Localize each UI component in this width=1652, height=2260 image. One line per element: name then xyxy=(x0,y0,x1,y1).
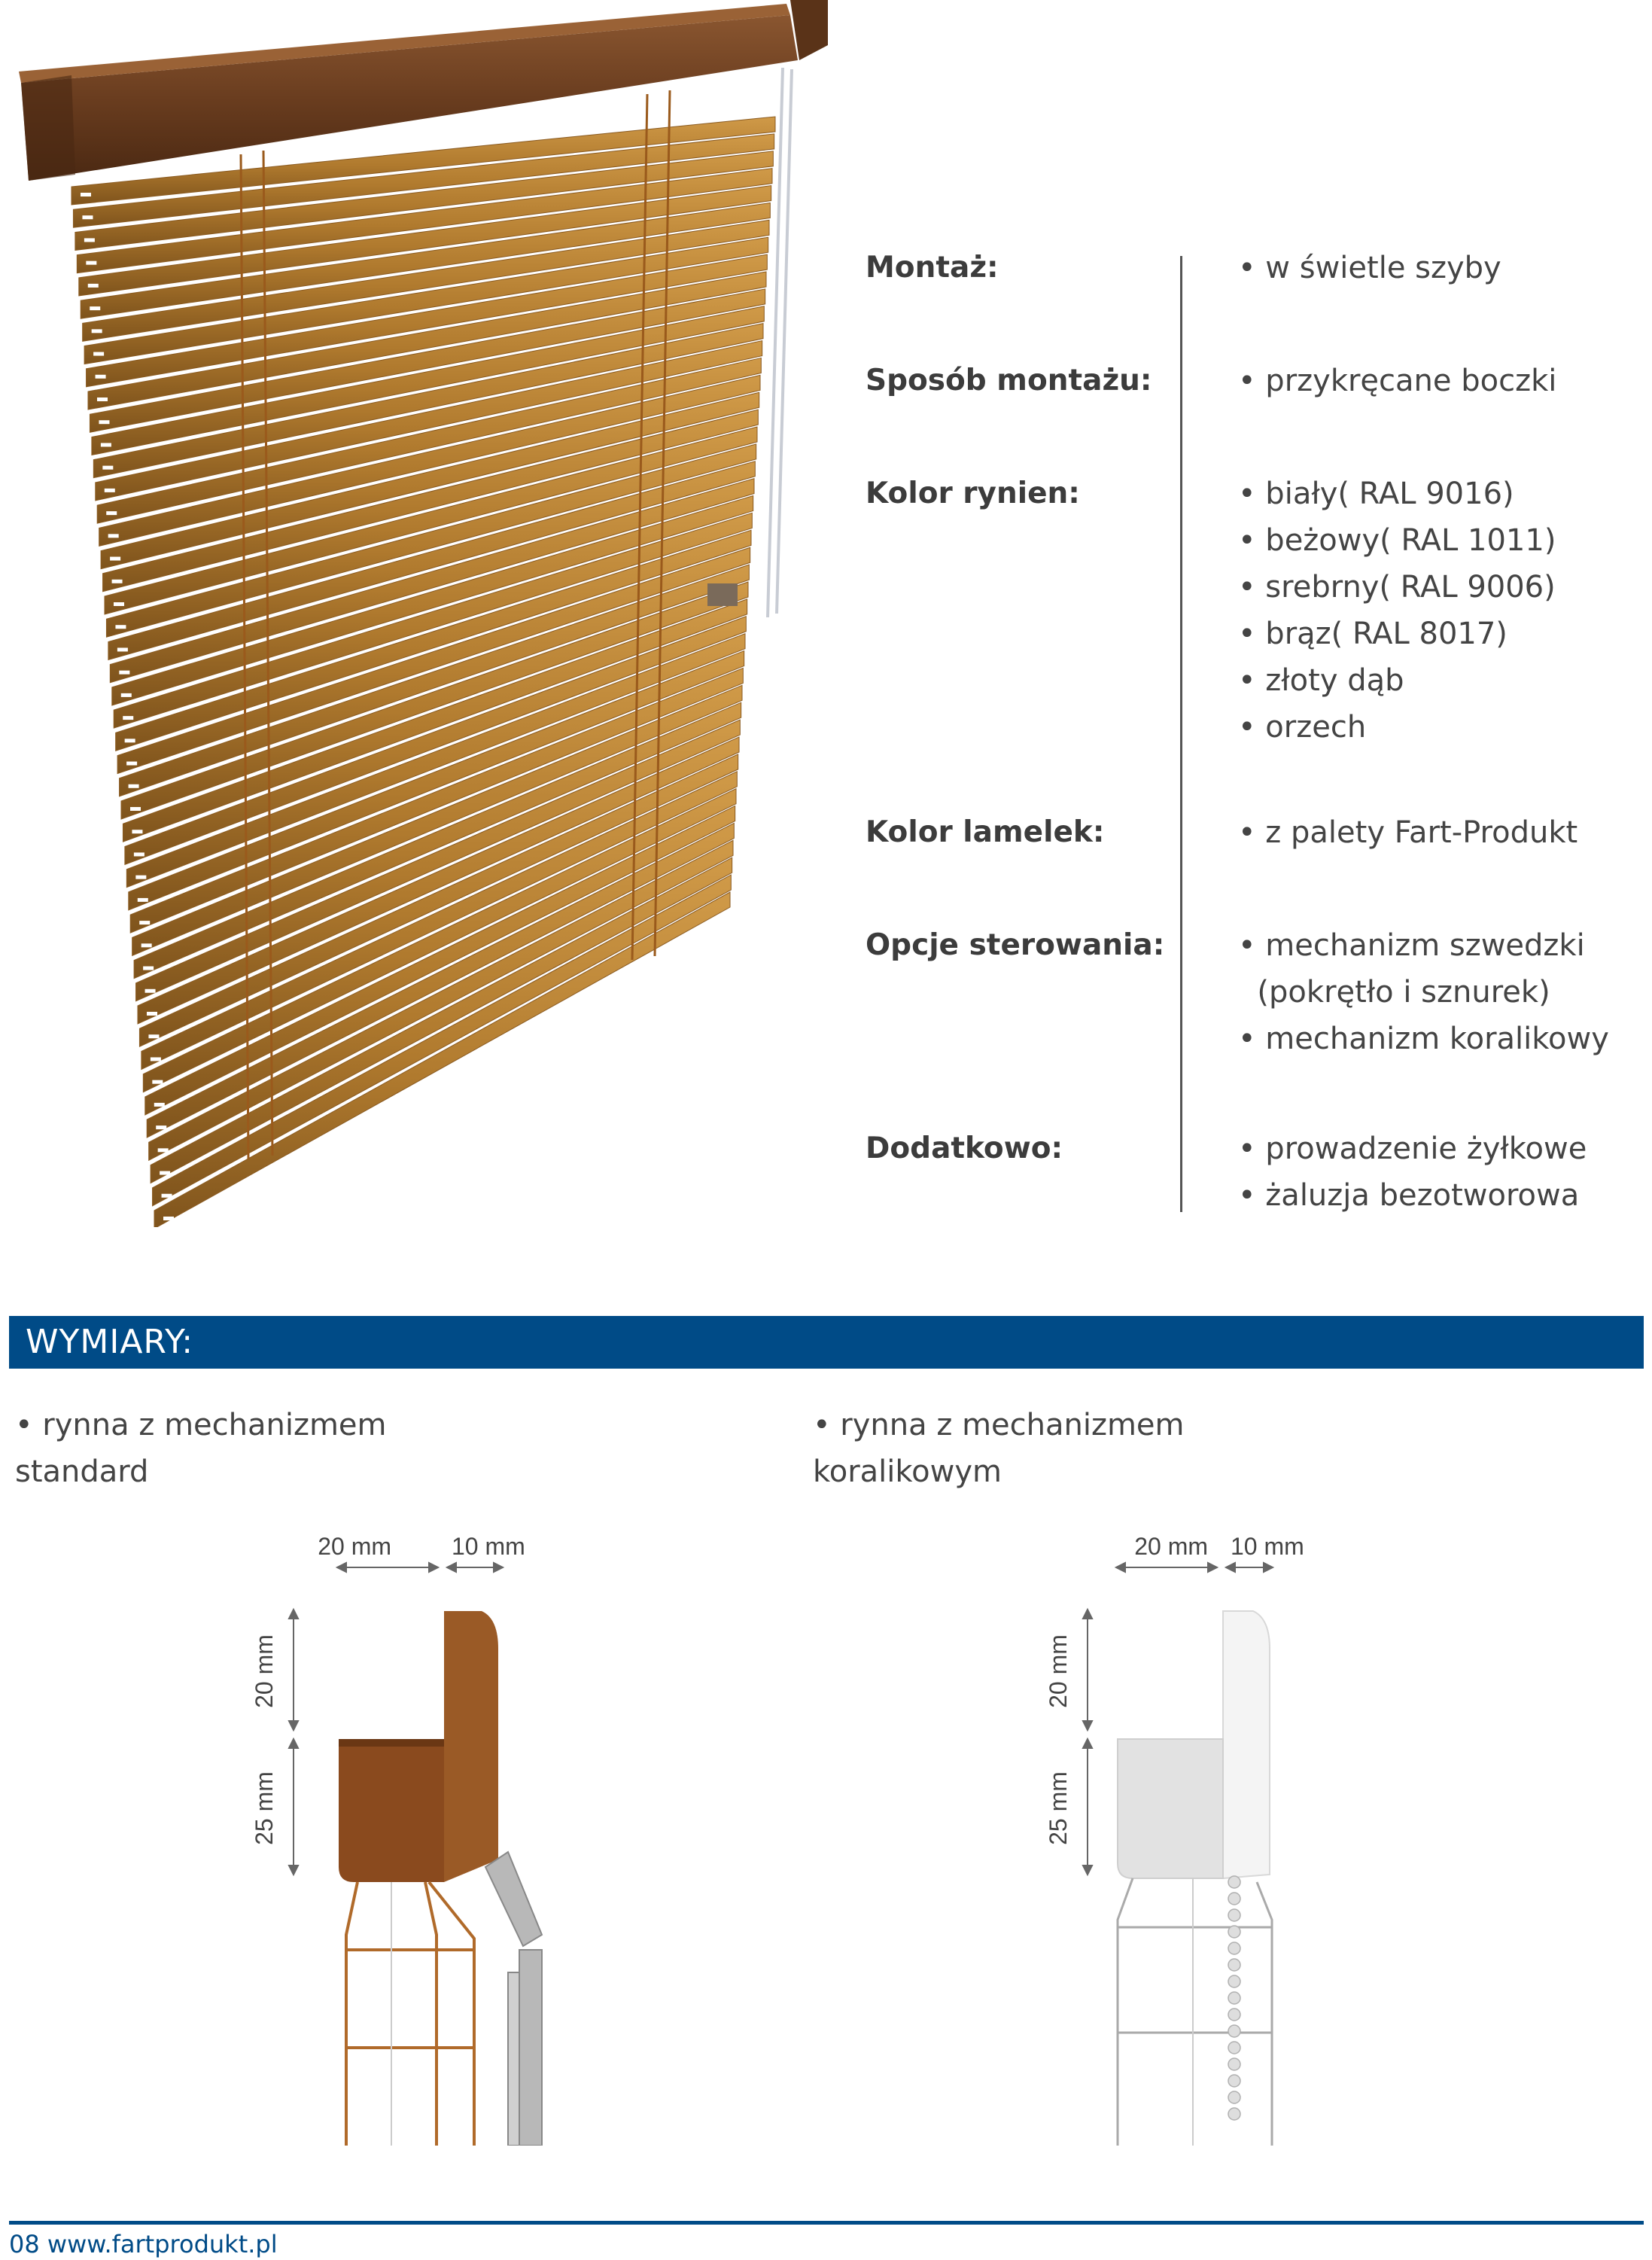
width-dimension-arrows xyxy=(337,1563,503,1572)
slat-end xyxy=(105,489,115,492)
slat-end xyxy=(112,580,123,583)
spec-values-opcje-sterowania xyxy=(1238,922,1644,1062)
slat-end xyxy=(106,511,117,515)
spec-label-opcje-sterowania: Opcje sterowania: xyxy=(866,928,1165,962)
slat-end xyxy=(119,671,129,675)
spec-label-montaz: Montaż: xyxy=(866,251,999,285)
slat-end xyxy=(99,420,109,424)
width-label-10mm: 10 mm xyxy=(452,1533,525,1560)
spec-value: • złoty dąb xyxy=(1238,663,1404,698)
slat-end xyxy=(90,306,100,310)
width-label-20mm: 20 mm xyxy=(1134,1533,1208,1560)
ladder-cords xyxy=(1118,1878,1272,2146)
slat-end xyxy=(139,921,150,924)
slat-end xyxy=(81,193,91,196)
spec-value: • prowadzenie żyłkowe xyxy=(1238,1132,1587,1166)
spec-values-kolor-lamelek xyxy=(1238,809,1644,856)
headrail-profile-white xyxy=(1118,1611,1270,1878)
headrail-profile-brown xyxy=(339,1611,498,1882)
height-label-25mm: 25 mm xyxy=(1045,1771,1072,1845)
bead xyxy=(1228,1992,1240,2004)
slat-end xyxy=(138,898,148,902)
ladder-cords xyxy=(346,1882,474,2146)
bead xyxy=(1228,2108,1240,2120)
slat-end xyxy=(115,625,126,629)
bead xyxy=(1228,2091,1240,2103)
slat-end xyxy=(162,1194,172,1198)
slat-end xyxy=(97,397,108,401)
caption-line: • rynna z mechanizmem xyxy=(813,1408,1185,1442)
spec-values-dodatkowo xyxy=(1238,1125,1644,1219)
dimension-caption-koralikowy xyxy=(813,1402,1185,1495)
caption-line: koralikowym xyxy=(813,1454,1002,1489)
slat-end xyxy=(88,284,99,288)
slat-end xyxy=(132,830,142,833)
slat-end xyxy=(108,534,119,538)
slat-end xyxy=(110,557,120,561)
slat-end xyxy=(151,1057,161,1061)
slat-end xyxy=(117,647,128,651)
section-title: WYMIARY: xyxy=(26,1323,194,1361)
spec-value: • mechanizm koralikowy xyxy=(1238,1022,1609,1056)
slat-end xyxy=(160,1171,170,1175)
slat-end xyxy=(152,1080,163,1084)
spec-label-dodatkowo: Dodatkowo: xyxy=(866,1132,1063,1165)
bead xyxy=(1228,2025,1240,2037)
bead xyxy=(1228,1876,1240,1888)
spec-divider xyxy=(1180,256,1182,1212)
slat-end xyxy=(130,807,141,811)
spec-value: • przykręcane boczki xyxy=(1238,364,1557,398)
spec-value: • srebrny( RAL 9006) xyxy=(1238,570,1556,605)
slat-end xyxy=(102,466,113,470)
slat-end xyxy=(156,1125,166,1129)
bead xyxy=(1228,1909,1240,1921)
height-dimension-arrows xyxy=(1083,1610,1092,1875)
slat-end xyxy=(147,1012,157,1016)
bead-chain-icon xyxy=(1228,1876,1240,2120)
slat-end xyxy=(148,1034,159,1038)
section-header-wymiary xyxy=(9,1316,1644,1369)
spec-label-kolor-lamelek: Kolor lamelek: xyxy=(866,815,1105,849)
slat-end xyxy=(125,739,135,742)
footer-rule xyxy=(9,2221,1644,2225)
slat-end xyxy=(129,784,139,788)
slat-end xyxy=(141,943,152,947)
tilt-cord xyxy=(768,68,792,617)
bead xyxy=(1228,1893,1240,1905)
headrail-figure-standard xyxy=(226,1528,617,2146)
tilt-mechanism-icon xyxy=(485,1852,542,2146)
slat-end xyxy=(92,329,102,333)
caption-line: standard xyxy=(15,1454,149,1489)
slat-end xyxy=(101,443,111,446)
caption-line: • rynna z mechanizmem xyxy=(15,1408,387,1442)
headrail-figure-koralikowy xyxy=(1005,1528,1396,2146)
spec-value: • orzech xyxy=(1238,710,1367,745)
slat-end xyxy=(114,602,124,606)
bead xyxy=(1228,2042,1240,2054)
spec-value: • z palety Fart-Produkt xyxy=(1238,815,1578,850)
spec-value: • w świetle szyby xyxy=(1238,251,1501,285)
bead xyxy=(1228,2009,1240,2021)
slat-end xyxy=(163,1217,174,1220)
bead xyxy=(1228,1942,1240,1954)
dimension-caption-standard xyxy=(15,1402,387,1495)
width-dimension-arrows xyxy=(1116,1563,1273,1572)
spec-value: • mechanizm szwedzki xyxy=(1238,928,1585,963)
slat-end xyxy=(134,852,145,856)
blind-slats xyxy=(71,117,775,1227)
slat-end xyxy=(96,375,106,379)
slat-end xyxy=(86,261,96,265)
bead xyxy=(1228,1975,1240,1987)
slat-end xyxy=(123,716,133,720)
slat-end xyxy=(154,1103,165,1107)
footer-page-url: 08 www.fartprodukt.pl xyxy=(9,2230,278,2258)
spec-value: • żaluzja bezotworowa xyxy=(1238,1178,1580,1213)
slat-end xyxy=(158,1148,169,1152)
spec-value: • brąz( RAL 8017) xyxy=(1238,617,1507,651)
width-label-10mm: 10 mm xyxy=(1231,1533,1304,1560)
bead xyxy=(1228,2075,1240,2087)
slat-end xyxy=(84,238,95,242)
spec-values-montaz xyxy=(1238,245,1644,291)
slat-end xyxy=(121,693,132,697)
bead xyxy=(1228,2058,1240,2070)
slat-end xyxy=(145,989,156,993)
width-label-20mm: 20 mm xyxy=(318,1533,391,1560)
slat-end xyxy=(93,352,104,356)
height-label-20mm: 20 mm xyxy=(1045,1634,1072,1708)
bead xyxy=(1228,1926,1240,1938)
slat-end xyxy=(143,967,154,970)
tilt-wand-bracket xyxy=(707,583,738,606)
slat-end xyxy=(82,215,93,219)
spec-value: • biały( RAL 9016) xyxy=(1238,477,1514,511)
height-dimension-arrows xyxy=(289,1610,298,1875)
spec-label-sposob-montazu: Sposób montażu: xyxy=(866,364,1152,397)
bead xyxy=(1228,1959,1240,1971)
height-label-20mm: 20 mm xyxy=(251,1634,278,1708)
slat-end xyxy=(135,876,146,879)
spec-value: (pokrętło i sznurek) xyxy=(1238,975,1550,1010)
spec-values-sposob-montazu xyxy=(1238,358,1644,404)
height-label-25mm: 25 mm xyxy=(251,1771,278,1845)
spec-values-kolor-rynien xyxy=(1238,471,1644,751)
venetian-blind-illustration xyxy=(0,0,835,1227)
spec-value: • beżowy( RAL 1011) xyxy=(1238,523,1556,558)
spec-label-kolor-rynien: Kolor rynien: xyxy=(866,477,1080,510)
slat-end xyxy=(126,762,137,766)
